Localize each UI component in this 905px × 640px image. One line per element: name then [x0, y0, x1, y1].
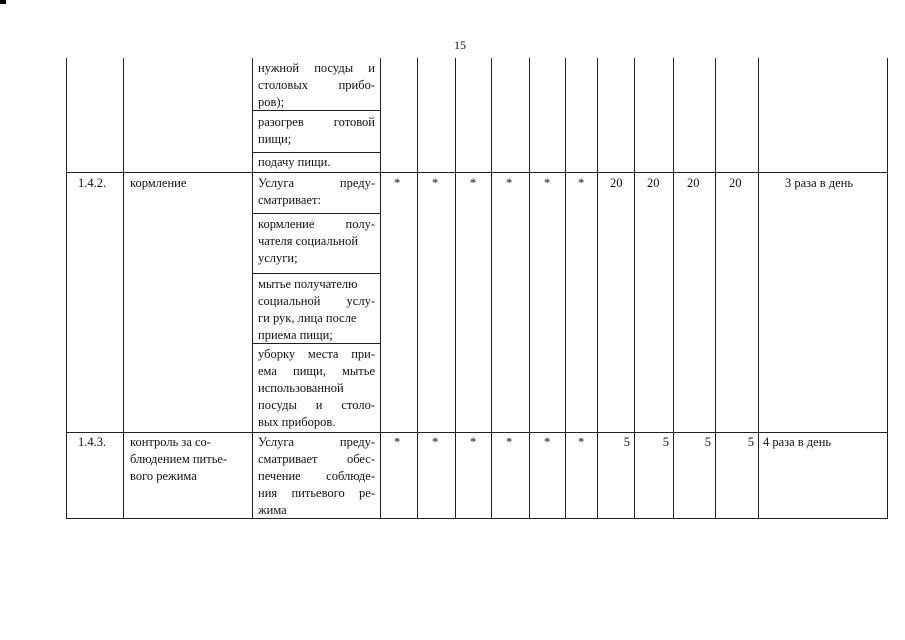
service-name: кормление	[130, 176, 187, 190]
value-cell: 5	[623, 435, 630, 449]
asterisk-mark: *	[506, 435, 513, 449]
description-line: сматривает обес-	[258, 452, 375, 466]
column-border	[715, 58, 716, 519]
description-line: нужной посуды и	[258, 61, 375, 75]
value-cell: 20	[687, 176, 700, 190]
description-line: мытье получателю	[258, 277, 358, 291]
asterisk-mark: *	[394, 176, 401, 190]
service-number: 1.4.3.	[78, 435, 107, 449]
column-border	[491, 58, 492, 519]
description-line: сматривает:	[258, 193, 321, 207]
table-bottom-border	[66, 518, 888, 519]
description-line: приема пищи;	[258, 328, 333, 342]
asterisk-mark: *	[544, 176, 551, 190]
value-cell: 5	[704, 435, 711, 449]
column-border	[252, 58, 253, 519]
asterisk-mark: *	[432, 176, 439, 190]
description-line: подачу пищи.	[258, 155, 331, 169]
description-line: посуды и столо-	[258, 398, 375, 412]
description-line: уборку места при-	[258, 347, 375, 361]
column-border	[66, 58, 67, 519]
column-border	[673, 58, 674, 519]
asterisk-mark: *	[544, 435, 551, 449]
description-separator	[252, 273, 380, 274]
column-border	[455, 58, 456, 519]
description-line: столовых прибо-	[258, 78, 375, 92]
column-border	[758, 58, 759, 519]
column-border	[597, 58, 598, 519]
frequency: 4 раза в день	[763, 435, 832, 449]
column-border	[417, 58, 418, 519]
description-line: печение соблюде-	[258, 469, 375, 483]
description-line: чателя социальной	[258, 234, 359, 248]
value-cell: 20	[647, 176, 660, 190]
description-separator	[252, 152, 380, 153]
row-border	[66, 172, 888, 173]
asterisk-mark: *	[578, 435, 585, 449]
description-line: ров);	[258, 95, 285, 109]
description-separator	[252, 213, 380, 214]
asterisk-mark: *	[506, 176, 513, 190]
description-line: ема пищи, мытье	[258, 364, 375, 378]
column-border	[529, 58, 530, 519]
description-line: ния питьевого ре-	[258, 486, 375, 500]
service-name: блюдением питье-	[130, 452, 228, 466]
asterisk-mark: *	[394, 435, 401, 449]
page-number: 15	[454, 38, 466, 52]
column-border	[634, 58, 635, 519]
scan-corner-mark	[0, 0, 6, 4]
asterisk-mark: *	[470, 176, 477, 190]
column-border	[380, 58, 381, 519]
value-cell: 5	[747, 435, 754, 449]
description-line: Услуга преду-	[258, 176, 375, 190]
asterisk-mark: *	[578, 176, 585, 190]
description-line: ги рук, лица после	[258, 311, 357, 325]
service-number: 1.4.2.	[78, 176, 107, 190]
description-line: кормление полу-	[258, 217, 375, 231]
value-cell: 20	[729, 176, 742, 190]
value-cell: 20	[610, 176, 623, 190]
description-line: социальной услу-	[258, 294, 375, 308]
service-name: контроль за со-	[130, 435, 211, 449]
value-cell: 5	[662, 435, 669, 449]
row-border	[66, 432, 888, 433]
description-line: услуги;	[258, 251, 298, 265]
column-border	[565, 58, 566, 519]
description-line: разогрев готовой	[258, 115, 375, 129]
asterisk-mark: *	[470, 435, 477, 449]
column-border	[887, 58, 888, 519]
service-name: вого режима	[130, 469, 197, 483]
description-line: жима	[258, 503, 287, 517]
description-line: вых приборов.	[258, 415, 336, 429]
description-line: пищи;	[258, 132, 292, 146]
frequency: 3 раза в день	[785, 176, 854, 190]
asterisk-mark: *	[432, 435, 439, 449]
description-line: Услуга преду-	[258, 435, 375, 449]
column-border	[123, 58, 124, 519]
description-line: использованной	[258, 381, 344, 395]
